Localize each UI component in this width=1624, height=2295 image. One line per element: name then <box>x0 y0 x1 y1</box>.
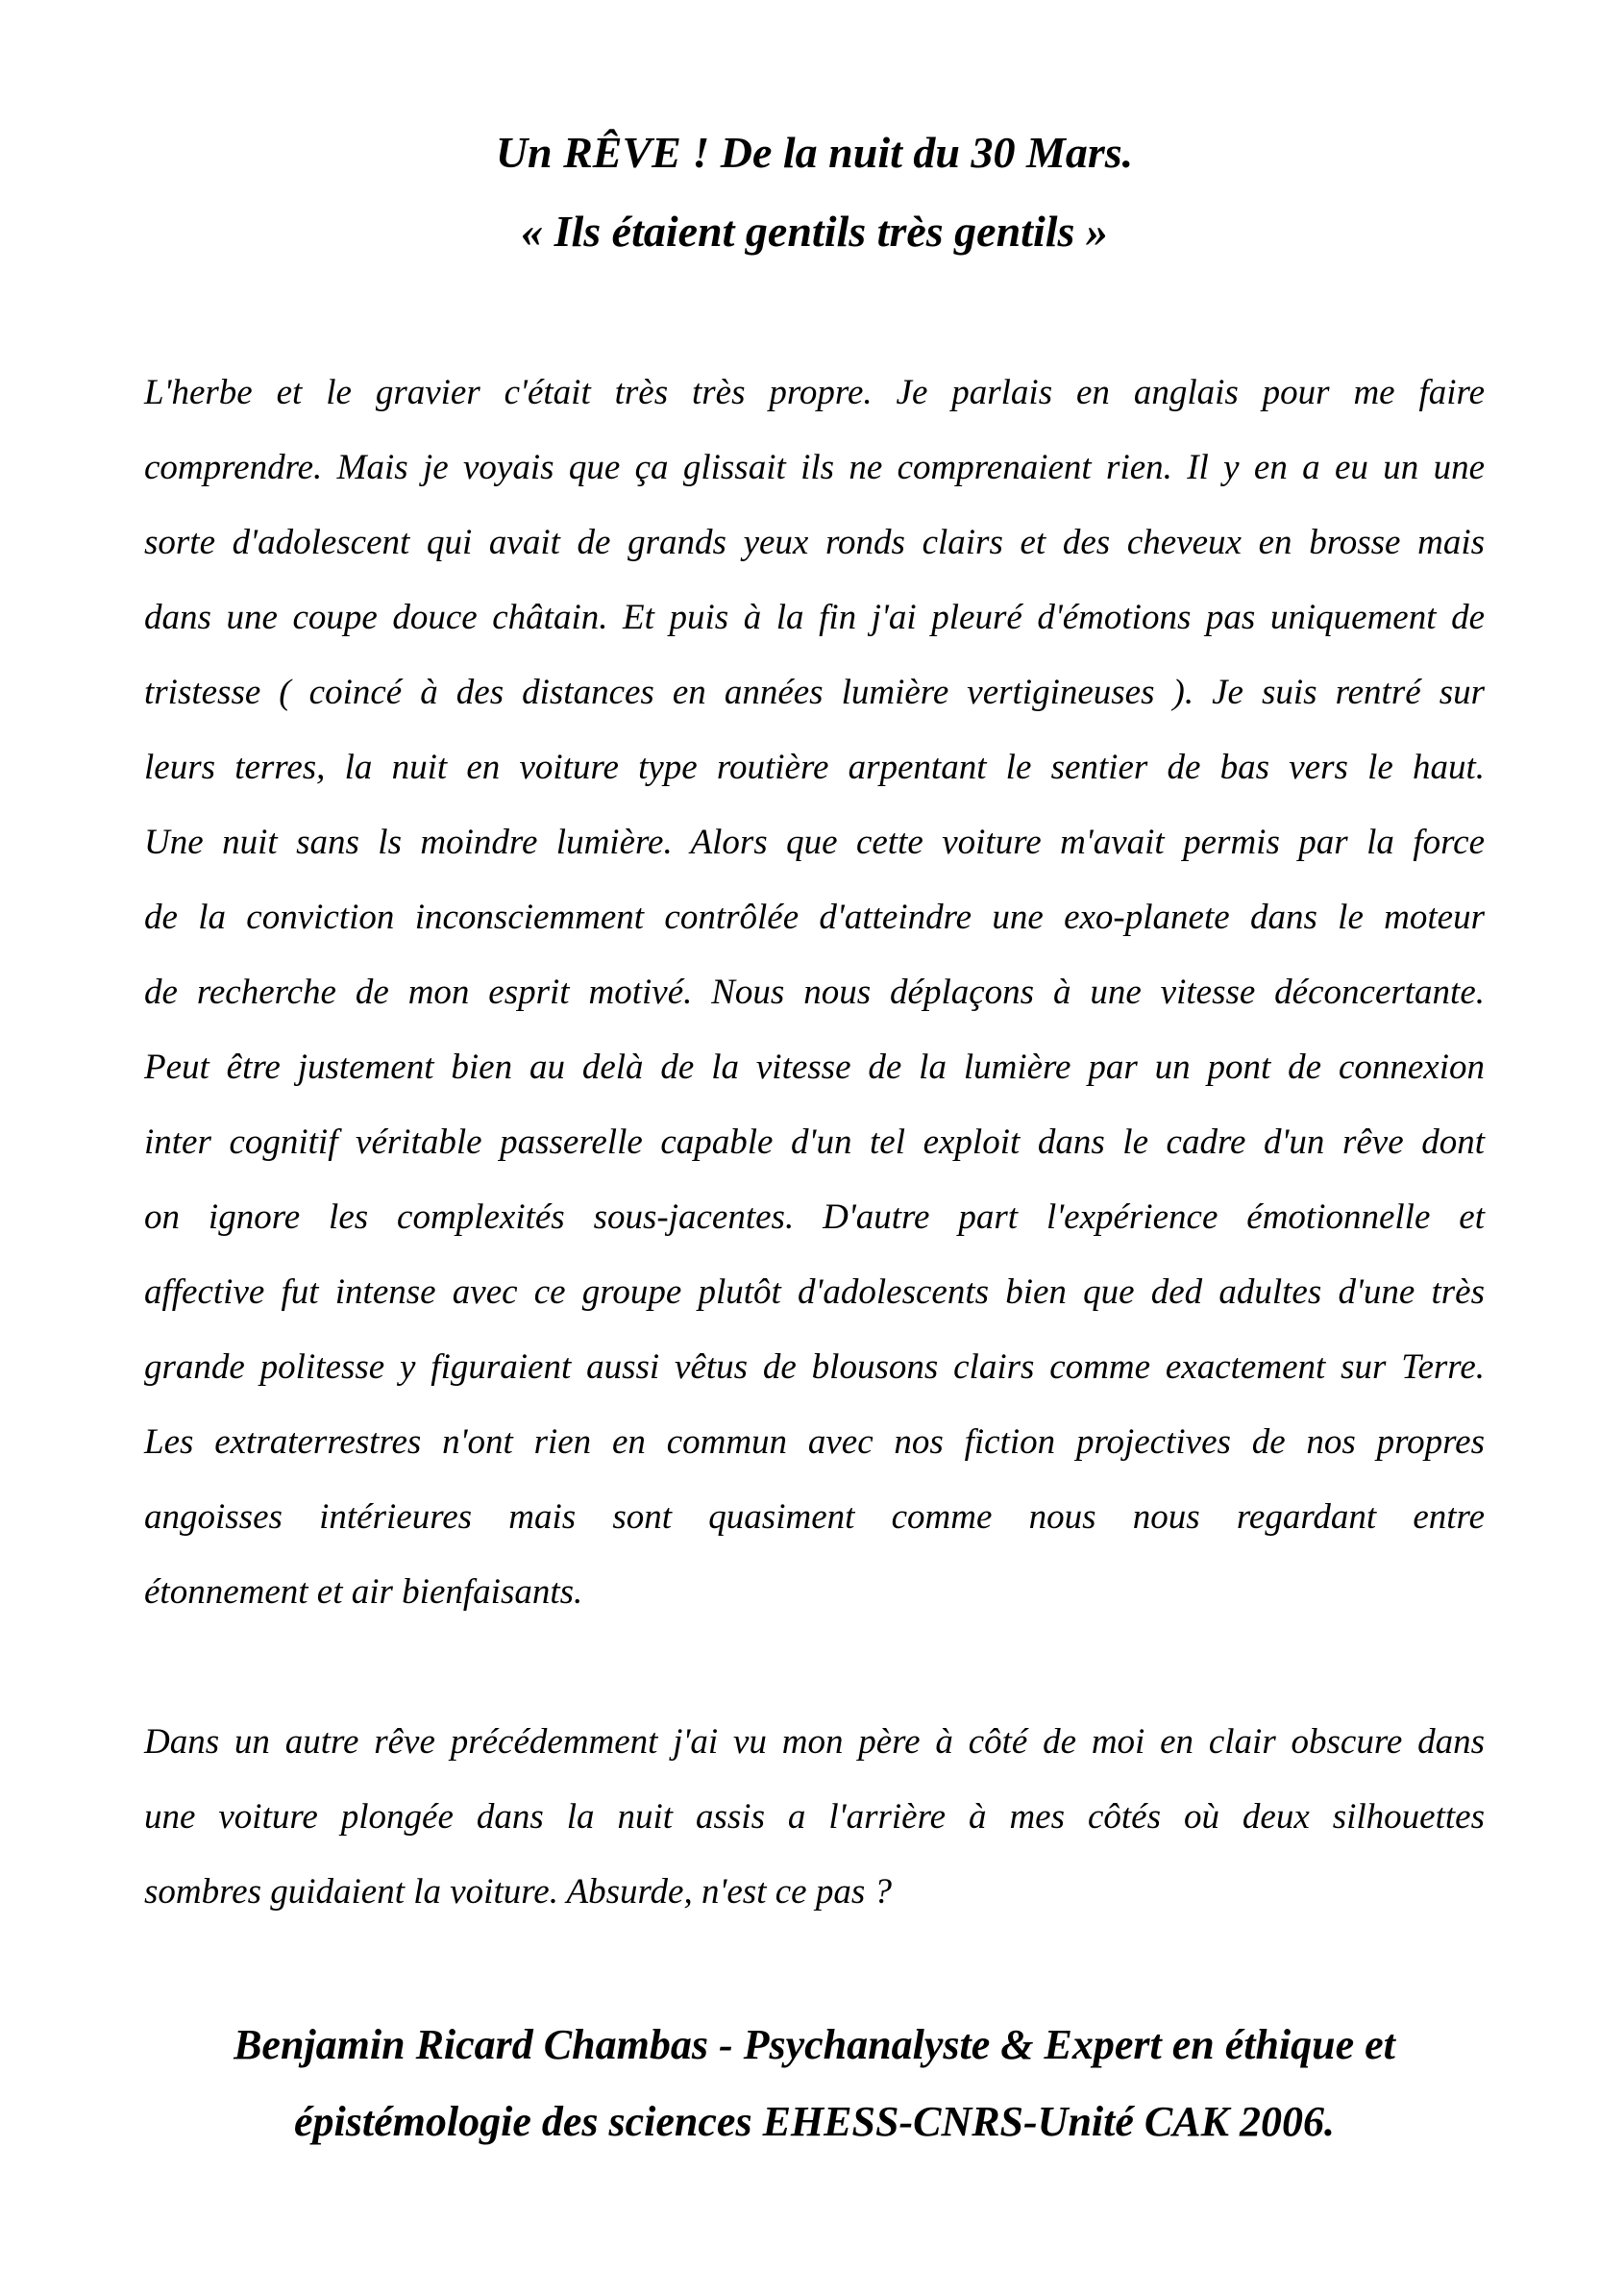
paragraph-1 <box>144 356 1485 1630</box>
text-line: Les extraterrestres n'ont rien en commun avec nos fiction projectives de nos propres <box>144 1422 1485 1462</box>
text-line: étonnement et air bienfaisants. <box>144 1572 583 1612</box>
text-line: Une nuit sans ls moindre lumière. Alors que cette voiture m'avait permis par la force <box>144 823 1485 862</box>
text-line: sorte d'adolescent qui avait de grands yeux ronds clairs et des cheveux en brosse mais <box>144 523 1485 562</box>
text-line: leurs terres, la nuit en voiture type routière arpentant le sentier de bas vers le haut. <box>144 748 1485 787</box>
text-line: sombres guidaient la voiture. Absurde, n'est ce pas ? <box>144 1872 892 1912</box>
text-line: affective fut intense avec ce groupe plutôt d'adolescents bien que ded adultes d'une très <box>144 1272 1485 1312</box>
signature-line-1: Benjamin Ricard Chambas - Psychanalyste & Expert en éthique et <box>234 2021 1395 2068</box>
text-line: on ignore les complexités sous-jacentes. D'autre part l'expérience émotionnelle et <box>144 1197 1485 1237</box>
text-line: comprendre. Mais je voyais que ça glissait ils ne comprenaient rien. Il y en a eu un une <box>144 448 1485 487</box>
document-title <box>144 113 1485 271</box>
text-line: de la conviction inconsciemment contrôlée d'atteindre une exo-planete dans le moteur <box>144 898 1485 937</box>
text-line: angoisses intérieures mais sont quasiment comme nous nous regardant entre <box>144 1497 1485 1537</box>
paragraph-2 <box>144 1705 1485 1930</box>
signature-line-2: épistémologie des sciences EHESS-CNRS-Unité CAK 2006. <box>294 2098 1335 2145</box>
title-line-2: « Ils étaient gentils très gentils » <box>521 207 1108 256</box>
title-line-1: Un RÊVE ! De la nuit du 30 Mars. <box>495 128 1134 177</box>
text-line: une voiture plongée dans la nuit assis a l'arrière à mes côtés où deux silhouettes <box>144 1797 1485 1837</box>
text-line: dans une coupe douce châtain. Et puis à la fin j'ai pleuré d'émotions pas uniquement de <box>144 598 1485 637</box>
text-line: inter cognitif véritable passerelle capable d'un tel exploit dans le cadre d'un rêve dont <box>144 1123 1485 1162</box>
text-line: Dans un autre rêve précédemment j'ai vu mon père à côté de moi en clair obscure dans <box>144 1722 1485 1762</box>
text-line: Peut être justement bien au delà de la vitesse de la lumière par un pont de connexion <box>144 1048 1485 1087</box>
text-line: tristesse ( coincé à des distances en années lumière vertigineuses ). Je suis rentré sur <box>144 673 1485 712</box>
text-line: grande politesse y figuraient aussi vêtus de blousons clairs comme exactement sur Terre. <box>144 1347 1485 1387</box>
text-line: L'herbe et le gravier c'était très très propre. Je parlais en anglais pour me faire <box>144 373 1485 412</box>
document-body <box>144 356 1485 1930</box>
signature <box>144 2007 1485 2160</box>
text-line: de recherche de mon esprit motivé. Nous nous déplaçons à une vitesse déconcertante. <box>144 973 1485 1012</box>
